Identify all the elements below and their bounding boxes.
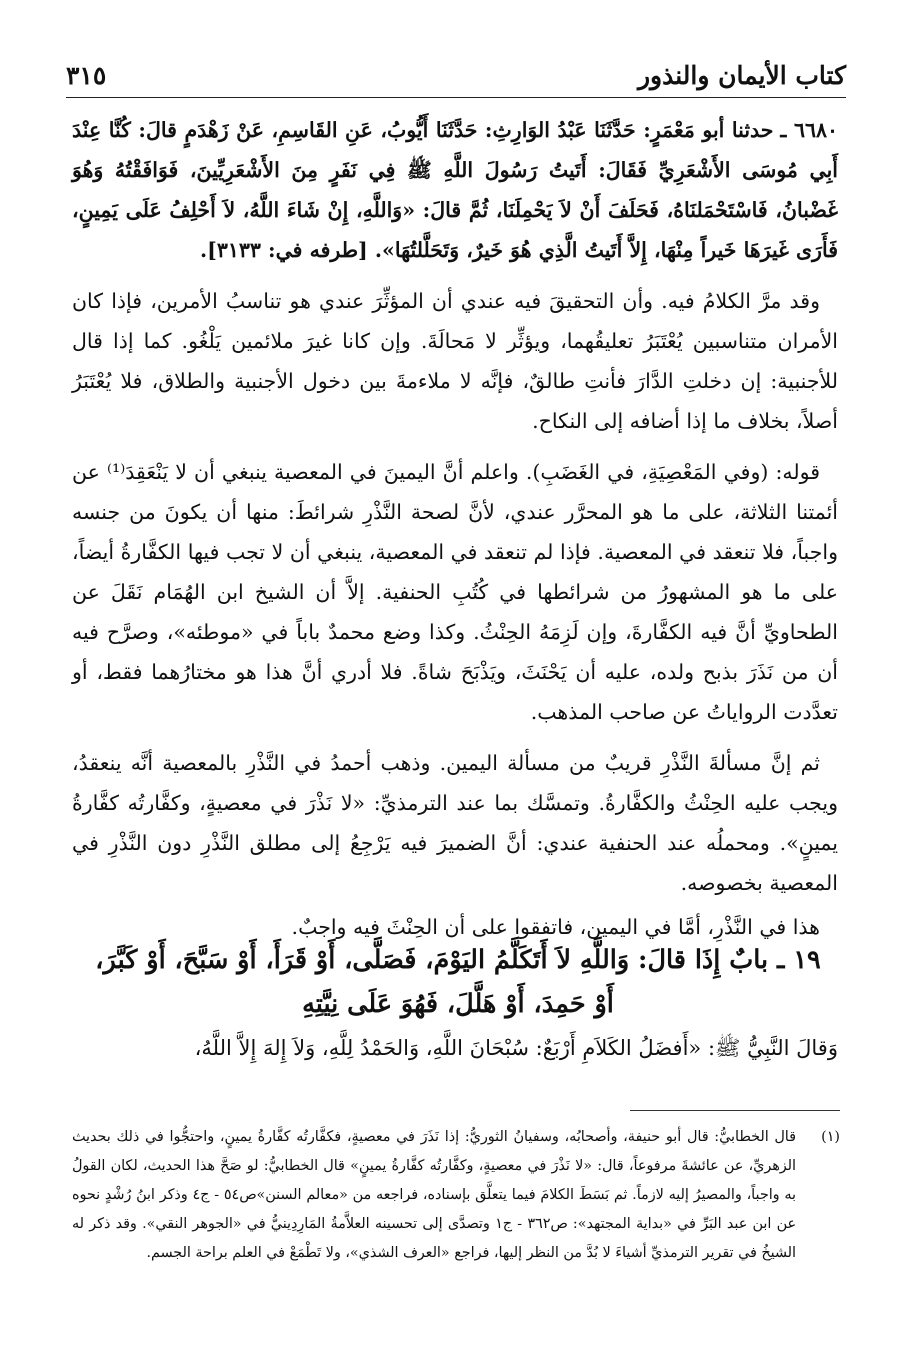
chapter-text: وَقالَ النَّبِيُّ ﷺ: «أَفضَلُ الكَلاَمِ أَرْبَعٌ: سُبْحَانَ اللَّهِ، وَالحَمْدُ لِلَّهِ، وَلاَ إِلهَ إِلاَّ اللَّهُ، — [194, 1036, 838, 1060]
chapter-heading: ١٩ ـ بابٌ إِذَا قالَ: وَاللَّهِ لاَ أَتَكَلَّمُ اليَوْمَ، فَصَلَّى، أَوْ قَرَأَ، أَوْ سَبَّحَ، أَوْ كَبَّرَ، أَوْ حَمِدَ، أَوْ هَلَّلَ، فَهُوَ عَلَى نِيَّتِهِ — [95, 945, 821, 1019]
hadith-number: ٦٦٨٠ ـ — [780, 118, 838, 142]
header-rule — [66, 97, 846, 98]
footnote — [72, 1123, 840, 1268]
footnote-separator — [630, 1110, 840, 1111]
commentary-paragraph-4: هذا في النَّذْرِ، أمَّا في اليمين، فاتفقوا على أن الحِنْثَ فيه واجبٌ. — [291, 915, 820, 939]
hadith-paragraph — [72, 110, 838, 270]
main-text — [72, 110, 838, 958]
book-title: كتاب الأيمان والنذور — [637, 60, 846, 90]
footnote-text: قال الخطابيُّ: قال أبو حنيفة، وأصحابُه، وسفيانُ الثوريُّ: إذا نَذَرَ في معصيةٍ، فكفَّارتُه كفَّارةُ يمينٍ، واحتجُّوا في ذلك بحديث الزهريِّ، عن عائشةَ مرفوعاً، قال: «لا نَذْرَ في معصيةٍ، وكفَّارتُه كفَّارةُ يمينٍ» قال الخطابيُّ: لو صَحَّ هذا الحديث، لكان القولُ به واجباً، والمصيرُ إليه لازماً. ثم بَسَطَ الكلامَ فيما يتعلَّق بإسناده، فراجعه من «معالم السنن»ص٥٤ - ج٤ وذكر ابنُ رُشْدٍ نحوه عن ابن عبد البَرِّ في «بداية المجتهد»: ص٣٦٢ - ج١ وتصدَّى إلى تحسينه العلاَّمةُ المَارِدِينيُّ في «الجوهر النقي». وقد ذكر له الشيخُ في تقرير الترمذيِّ أشياءَ لا بُدَّ من النظر إليها، فراجع «العرف الشذي»، ولا تَطْمَعْ في العلم براحة الجسم. — [72, 1129, 797, 1261]
commentary-paragraph-1: وقد مرَّ الكلامُ فيه. وأن التحقيقَ فيه عندي أن المؤثِّرَ عندي هو تناسبُ الأمرين، فإذا كان الأمران متناسبين يُعْتَبَرُ تعليقُهما، ويؤثِّر لا مَحالَةَ. وإن كانا غيرَ ملائمين يَلْغُو. كما إذا قال للأجنبية: إن دخلتِ الدَّارَ فأنتِ طالقٌ، فإنَّه لا ملاءمةَ بين دخول الأجنبية والطلاق، فلا يُعْتَبَرُ أصلاً، بخلاف ما إذا أضافه إلى النكاح. — [72, 289, 838, 433]
footnote-number: (١) — [821, 1129, 840, 1145]
running-header — [66, 58, 846, 92]
hadith-text: حدثنا أبو مَعْمَرٍ: حَدَّثَنَا عَبْدُ الوَارِثِ: حَدَّثَنَا أَيُّوبُ، عَنِ القَاسِمِ، عَنْ زَهْدَمٍ قالَ: كُنَّا عِنْدَ أَبِي مُوسَى الأَشْعَرِيِّ فَقَالَ: أَتَيتُ رَسُولَ اللَّهِ ﷺ فِي نَفَرٍ مِنَ الأَشْعَرِيِّينَ، فَوَافَقْتُهُ وَهُوَ غَضْبانُ، فَاسْتَحْمَلنَاهُ، فَحَلَفَ أَنْ لاَ يَحْمِلَنَا، ثُمَّ قالَ: «وَاللَّهِ، إِنْ شَاءَ اللَّهُ، لاَ أَحْلِفُ عَلَى يَمِينٍ، فَأَرَى غَيرَهَا خَيراً مِنْهَا، إِلاَّ أَتَيتُ الَّذِي هُوَ خَيرٌ، وَتَحَلَّلتُهَا». [طرفه في: ٣١٣٣]. — [72, 118, 838, 262]
commentary-paragraph-2: قوله: (وفي المَعْصِيَةِ، في الغَضَبِ). واعلم أنَّ اليمينَ في المعصية ينبغي أن لا يَنْعَقِدَ⁽¹⁾ عن أئمتنا الثلاثة، على ما هو المحرَّر عندي، لأنَّ لصحة النَّذْرِ شرائطَ: منها أن يكونَ من جنسه واجباً، فلا تنعقد في المعصية. فإذا لم تنعقد في المعصية، ينبغي أن لا تجب فيها الكفَّارةُ أيضاً، على ما هو المشهورُ من شرائطها في كُتُبِ الحنفية. إلاَّ أن الشيخ ابن الهُمَام نَقَلَ عن الطحاويِّ أنَّ فيه الكفَّارةَ، وإن لَزِمَهُ الحِنْثُ. وكذا وضع محمدٌ باباً في «موطئه»، وصرَّح فيه أن من نَذَرَ بذبح ولده، عليه أن يَحْنَثَ، ويَذْبَحَ شاةً. فلا أدري أنَّ هذا هو مختارُهما فقط، أو تعدَّدت الرواياتُ عن صاحب المذهب. — [72, 460, 839, 724]
commentary-paragraph-3: ثم إنَّ مسألةَ النَّذْرِ قريبٌ من مسألة اليمين. وذهب أحمدُ في النَّذْرِ بالمعصية أنَّه ينعقدُ، ويجب عليه الحِنْثُ والكفَّارةُ. وتمسَّك بما عند الترمذيِّ: «لا نَذْرَ في معصيةٍ، وكفَّارتُه كفَّارةُ يمينٍ». ومحملُه عند الحنفية عندي: أنَّ الضميرَ فيه يَرْجِعُ إلى مطلق النَّذْرِ دون النَّذْرِ في المعصية بخصوصه. — [72, 751, 838, 895]
page-number: ٣١٥ — [66, 60, 107, 90]
